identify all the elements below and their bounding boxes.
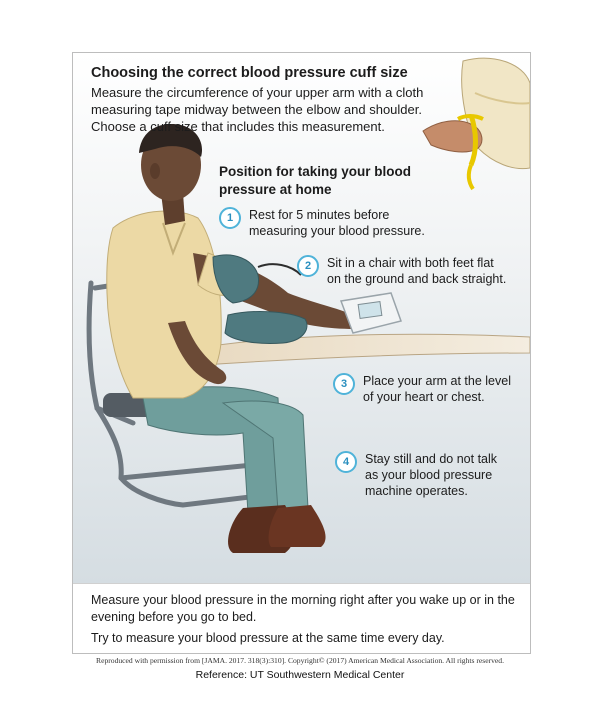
infographic-panel — [72, 52, 531, 654]
cuff-on-table — [225, 312, 307, 344]
timing-notes — [73, 583, 530, 654]
reference-line: Reference: UT Southwestern Medical Center — [195, 669, 405, 681]
position-heading: Position for taking your blood pressure at home — [219, 164, 411, 197]
step-number-badge: 1 — [219, 207, 241, 229]
copyright-credit: Reproduced with permission from [JAMA. 2017. 318(3):310]. Copyright© (2017) American Medical Association. All rights reserved. — [96, 656, 504, 665]
timing-note-2: Try to measure your blood pressure at the same time every day. — [91, 631, 445, 645]
timing-note-1: Measure your blood pressure in the morning right after you wake up or in the evening before you go to bed. — [91, 593, 515, 624]
step-text: Stay still and do not talk as your blood pressure machine operates. — [365, 452, 498, 498]
step-number-badge: 3 — [333, 373, 355, 395]
step-number-badge: 2 — [297, 255, 319, 277]
cuff-size-heading: Choosing the correct blood pressure cuff size — [91, 65, 408, 81]
cuff-size-instructions: Measure the circumference of your upper arm with a cloth measuring tape midway between the elbow and shoulder. Choose a cuff size that includes this measurement. — [91, 85, 424, 134]
step-text: Sit in a chair with both feet flat on the ground and back straight. — [327, 256, 507, 286]
step-text: Rest for 5 minutes before measuring your blood pressure. — [249, 208, 425, 238]
step-text: Place your arm at the level of your heart or chest. — [363, 374, 511, 404]
step-number-badge: 4 — [335, 451, 357, 473]
